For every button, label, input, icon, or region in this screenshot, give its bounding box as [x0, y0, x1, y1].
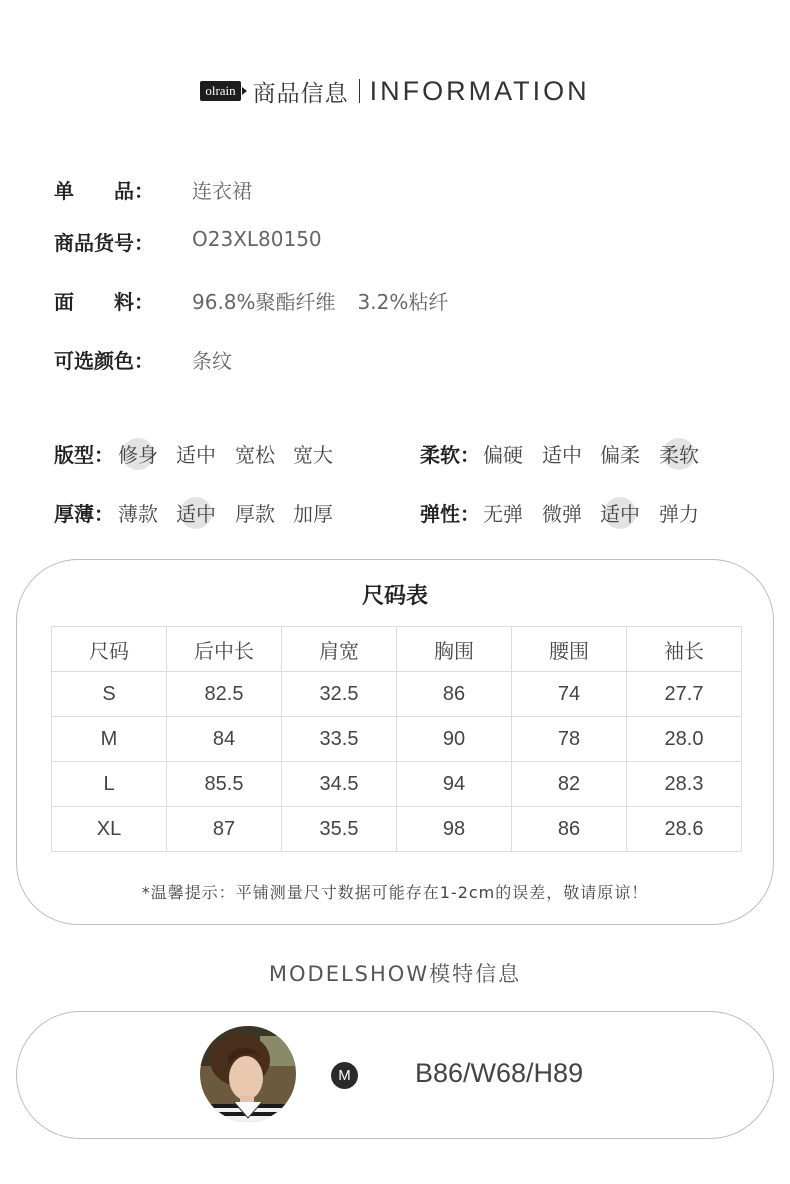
table-row — [52, 672, 742, 717]
table-cell: 98 — [397, 807, 512, 852]
attr-label: 柔软： — [420, 443, 480, 467]
table-cell: 27.7 — [627, 672, 742, 717]
info-value: O23XL80150 — [192, 227, 322, 251]
table-cell: 86 — [512, 807, 627, 852]
table-cell: S — [52, 672, 167, 717]
table-row — [52, 762, 742, 807]
table-cell: 74 — [512, 672, 627, 717]
size-table — [51, 626, 742, 852]
attr-option: 宽松 — [235, 443, 275, 467]
table-cell: 28.0 — [627, 717, 742, 762]
table-cell: 28.6 — [627, 807, 742, 852]
fabric-part: 96.8%聚酯纤维 — [192, 290, 336, 314]
attr-option: 适中 — [600, 498, 640, 527]
table-cell: 87 — [167, 807, 282, 852]
table-header-cell: 肩宽 — [282, 627, 397, 672]
brand-logo: olrain — [200, 81, 240, 101]
attr-option: 偏柔 — [600, 443, 640, 467]
table-cell: 90 — [397, 717, 512, 762]
attr-option: 适中 — [176, 443, 216, 467]
attr-option: 厚款 — [235, 502, 275, 526]
attr-option: 薄款 — [118, 502, 158, 526]
measurement-tip: *温馨提示：平铺测量尺寸数据可能存在1-2cm的误差，敬请原谅！ — [141, 883, 649, 902]
section-header — [0, 74, 790, 108]
fabric-part: 3.2%粘纤 — [357, 290, 449, 314]
table-row — [52, 807, 742, 852]
header-title-cn: 商品信息 — [252, 80, 349, 107]
info-value: 连衣裙 — [192, 179, 252, 203]
attr-option: 偏硬 — [483, 443, 523, 467]
table-cell: 28.3 — [627, 762, 742, 807]
table-cell: 34.5 — [282, 762, 397, 807]
info-label: 面 料： — [54, 290, 154, 314]
table-cell: 78 — [512, 717, 627, 762]
attr-option: 微弹 — [542, 502, 582, 526]
table-cell: 86 — [397, 672, 512, 717]
info-value — [192, 286, 448, 315]
attr-label: 弹性： — [420, 502, 480, 526]
attr-label: 厚薄： — [54, 502, 114, 526]
table-cell: 32.5 — [282, 672, 397, 717]
table-cell: 94 — [397, 762, 512, 807]
attr-option: 适中 — [542, 443, 582, 467]
table-row — [52, 717, 742, 762]
model-section-title: MODELSHOW模特信息 — [268, 962, 522, 986]
info-label: 可选颜色： — [54, 349, 154, 373]
attr-option: 弹力 — [659, 502, 699, 526]
attr-option: 宽大 — [293, 443, 333, 467]
model-size-badge: M — [331, 1062, 358, 1089]
table-cell: L — [52, 762, 167, 807]
attr-option: 适中 — [176, 498, 216, 527]
attr-option: 修身 — [118, 439, 158, 468]
info-value: 条纹 — [192, 349, 232, 373]
table-cell: 82.5 — [167, 672, 282, 717]
attr-option: 柔软 — [659, 439, 699, 468]
table-header-cell: 后中长 — [167, 627, 282, 672]
table-header-row — [52, 627, 742, 672]
header-title-en: INFORMATION — [369, 75, 590, 106]
attr-label: 版型： — [54, 443, 114, 467]
table-header-cell: 袖长 — [627, 627, 742, 672]
info-label: 商品货号： — [54, 231, 154, 255]
model-panel — [16, 1011, 774, 1139]
table-cell: M — [52, 717, 167, 762]
table-cell: XL — [52, 807, 167, 852]
table-cell: 82 — [512, 762, 627, 807]
model-measurements: B86/W68/H89 — [415, 1058, 584, 1088]
table-cell: 35.5 — [282, 807, 397, 852]
table-header-cell: 胸围 — [397, 627, 512, 672]
table-cell: 33.5 — [282, 717, 397, 762]
header-divider — [359, 79, 360, 103]
size-chart-title: 尺码表 — [361, 584, 428, 609]
model-avatar — [200, 1026, 296, 1122]
info-label: 单 品： — [54, 179, 154, 203]
table-header-cell: 腰围 — [512, 627, 627, 672]
table-cell: 84 — [167, 717, 282, 762]
table-cell: 85.5 — [167, 762, 282, 807]
table-header-cell: 尺码 — [52, 627, 167, 672]
attr-option: 加厚 — [293, 502, 333, 526]
attr-option: 无弹 — [483, 502, 523, 526]
